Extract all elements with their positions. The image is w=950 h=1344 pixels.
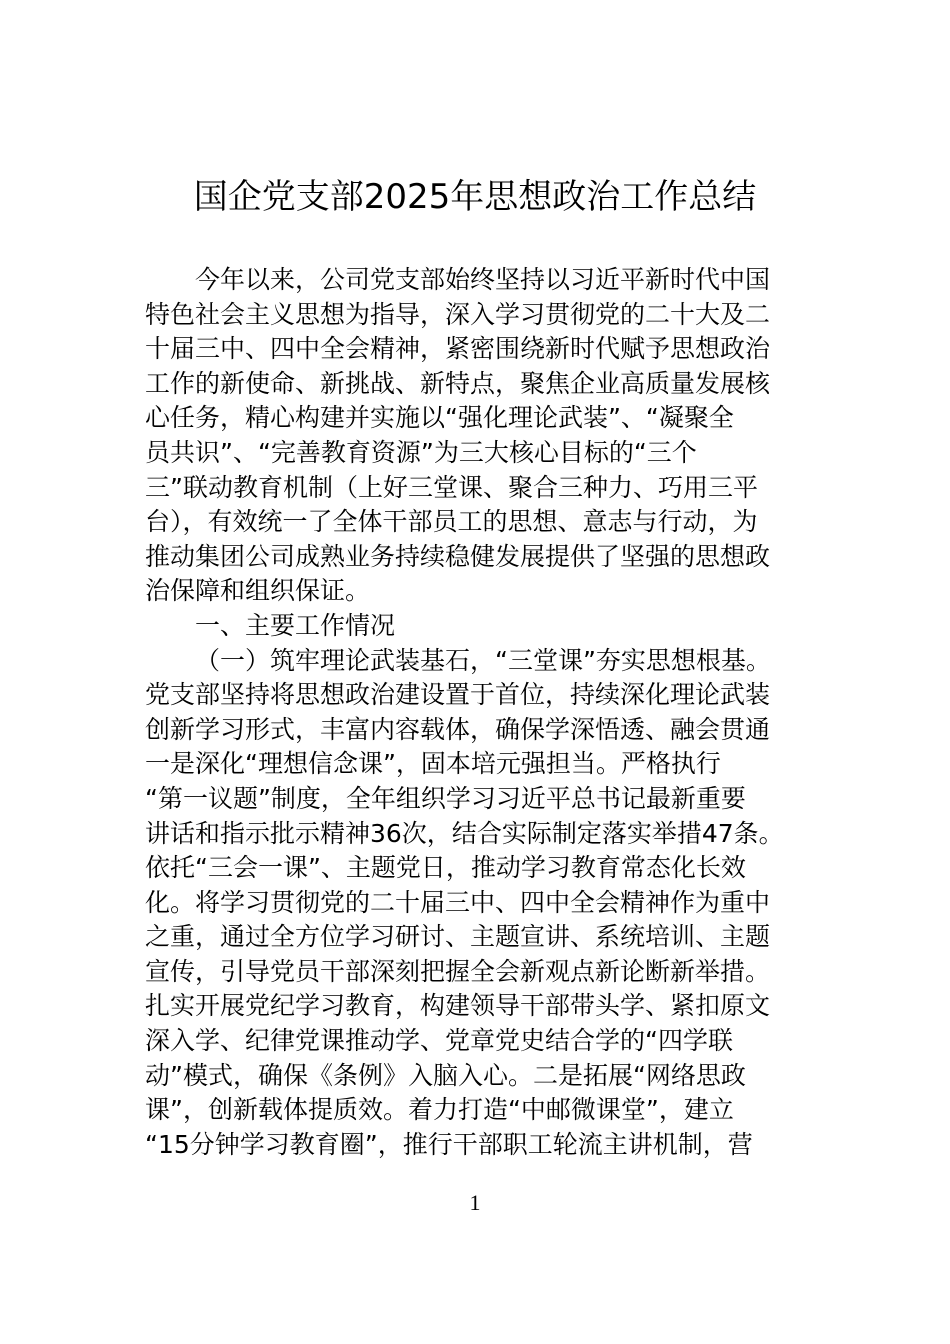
text-line: 课”，创新载体提质效。着力打造“中邮微课堂”，建立 [145, 1095, 734, 1125]
text-line: 心任务，精心构建并实施以“强化理论武装”、“凝聚全 [145, 403, 734, 433]
document-title: 国企党支部2025年思想政治工作总结 [193, 177, 757, 217]
text-line: “第一议题”制度，全年组织学习习近平总书记最新重要 [145, 783, 746, 813]
text-line: 工作的新使命、新挑战、新特点，聚焦企业高质量发展核 [145, 368, 771, 398]
text-line: 化。将学习贯彻党的二十届三中、四中全会精神作为重中 [145, 887, 771, 917]
subsection-heading: （一）筑牢理论武装基石，“三堂课”夯实思想根基。 [195, 645, 771, 675]
text-line: 特色社会主义思想为指导，深入学习贯彻党的二十大及二 [145, 299, 771, 329]
text-line: 十届三中、四中全会精神，紧密围绕新时代赋予思想政治 [145, 334, 771, 364]
text-line: 之重，通过全方位学习研讨、主题宣讲、系统培训、主题 [145, 922, 771, 952]
page-number: 1 [469, 1190, 481, 1215]
text-line: 推动集团公司成熟业务持续稳健发展提供了坚强的思想政 [145, 541, 771, 571]
text-line: 治保障和组织保证。 [145, 576, 371, 606]
text-line: 党支部坚持将思想政治建设置于首位，持续深化理论武装 [145, 680, 771, 710]
text-line: 员共识”、“完善教育资源”为三大核心目标的“三个 [145, 437, 697, 467]
text-line: 动”模式，确保《条例》入脑入心。二是拓展“网络思政 [145, 1060, 746, 1090]
text-line: 台），有效统一了全体干部员工的思想、意志与行动，为 [145, 507, 758, 537]
text-line: 讲话和指示批示精神36次，结合实际制定落实举措47条。 [145, 818, 784, 848]
text-line: 依托“三会一课”、主题党日，推动学习教育常态化长效 [145, 853, 746, 883]
text-line: 三”联动教育机制（上好三堂课、聚合三种力、巧用三平 [145, 472, 758, 502]
text-line: 扎实开展党纪学习教育，构建领导干部带头学、紧扣原文 [145, 991, 771, 1021]
text-line: 宣传，引导党员干部深刻把握全会新观点新论断新举措。 [145, 956, 771, 986]
text-line: 深入学、纪律党课推动学、党章党史结合学的“四学联 [145, 1026, 733, 1056]
document-body [145, 263, 835, 1162]
text-line: 创新学习形式，丰富内容载体，确保学深悟透、融会贯通 [145, 714, 771, 744]
section-heading: 一、主要工作情况 [195, 610, 396, 640]
text-line: “15分钟学习教育圈”，推行干部职工轮流主讲机制，营 [145, 1129, 753, 1159]
text-line: 一是深化“理想信念课”，固本培元强担当。严格执行 [145, 749, 721, 779]
text-line: 今年以来，公司党支部始终坚持以习近平新时代中国 [195, 265, 771, 294]
